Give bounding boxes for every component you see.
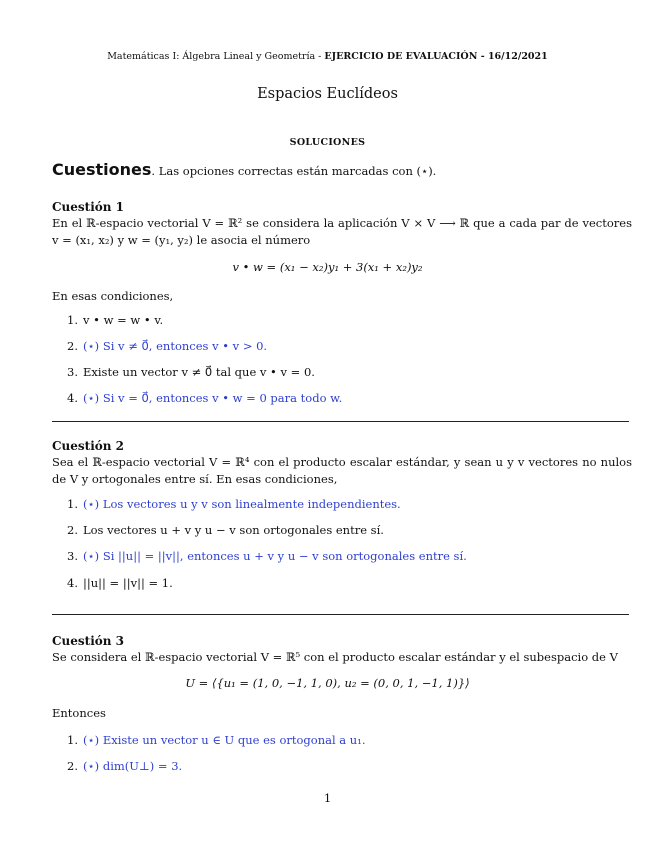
intro-line: [52, 160, 436, 179]
question-3-title: Cuestión 3: [52, 634, 125, 648]
option-text: (⋆) Si v = 0⃗, entonces v • w = 0 para todo w.: [83, 391, 343, 405]
page-header: [0, 51, 655, 62]
question-2-option-1: [67, 497, 401, 511]
question-1-option-2: [67, 339, 267, 353]
topic-title: Espacios Euclídeos: [257, 86, 398, 102]
question-3-option-2: [67, 759, 182, 773]
option-number: 3.: [67, 365, 78, 379]
exam-title: EJERCICIO DE EVALUACIÓN - 16/12/2021: [324, 51, 548, 62]
option-number: 3.: [67, 549, 78, 563]
option-text: (⋆) Existe un vector u ∈ U que es ortogonal a u₁.: [83, 733, 366, 747]
option-number: 2.: [67, 523, 78, 537]
question-2-statement: Sea el ℝ-espacio vectorial V = ℝ⁴ con el producto escalar estándar, y sean u y v vectores no nulos de V y ortogonales entre sí. En esas condiciones,: [52, 455, 632, 486]
option-number: 1.: [67, 313, 78, 327]
option-text: (⋆) Si ||u|| = ||v||, entonces u + v y u − v son ortogonales entre sí.: [83, 549, 467, 563]
option-number: 4.: [67, 391, 78, 405]
option-text: Los vectores u + v y u − v son ortogonales entre sí.: [83, 523, 384, 537]
question-3-statement: Se considera el ℝ-espacio vectorial V = ℝ⁵ con el producto escalar estándar y el subespacio de V: [52, 650, 618, 664]
option-text: ||u|| = ||v|| = 1.: [83, 576, 173, 590]
question-2-title: Cuestión 2: [52, 439, 125, 453]
section-divider: [52, 421, 629, 422]
option-text: v • w = w • v.: [83, 313, 164, 327]
question-1-option-4: [67, 391, 342, 405]
option-number: 4.: [67, 576, 78, 590]
option-number: 1.: [67, 733, 78, 747]
option-number: 1.: [67, 497, 78, 511]
question-1-formula: v • w = (x₁ − x₂)y₁ + 3(x₁ + x₂)y₂: [232, 260, 423, 274]
question-1-option-1: [67, 313, 163, 327]
question-1-title: Cuestión 1: [52, 200, 125, 214]
option-text: (⋆) dim(U⊥) = 3.: [83, 759, 183, 773]
question-2-option-4: [67, 576, 173, 590]
question-1-option-3: [67, 365, 315, 379]
question-1-statement: En el ℝ-espacio vectorial V = ℝ² se considera la aplicación V × V ⟶ ℝ que a cada par de vectores v = (x₁, x₂) y w = (y₁, y₂) le asocia el número: [52, 216, 632, 247]
question-2-option-3: [67, 549, 467, 563]
page-number: 1: [323, 791, 332, 805]
option-text: (⋆) Los vectores u y v son linealmente independientes.: [83, 497, 401, 511]
question-3-formula: U = ⟨{u₁ = (1, 0, −1, 1, 0), u₂ = (0, 0, 1, −1, 1)}⟩: [185, 676, 470, 690]
question-2-option-2: [67, 523, 384, 537]
question-3-lead: Entonces: [52, 706, 106, 720]
option-text: Existe un vector v ≠ 0⃗ tal que v • v = 0.: [83, 365, 315, 379]
option-text: (⋆) Si v ≠ 0⃗, entonces v • v > 0.: [83, 339, 268, 353]
option-number: 2.: [67, 339, 78, 353]
question-1-lead: En esas condiciones,: [52, 289, 174, 303]
course-name: Matemáticas I: Álgebra Lineal y Geometría -: [107, 51, 322, 62]
question-3-option-1: [67, 733, 365, 747]
solutions-heading: SOLUCIONES: [289, 137, 366, 148]
intro-text: . Las opciones correctas están marcadas con (⋆).: [151, 164, 437, 178]
section-divider: [52, 614, 629, 615]
intro-heading: Cuestiones: [52, 160, 152, 179]
option-number: 2.: [67, 759, 78, 773]
